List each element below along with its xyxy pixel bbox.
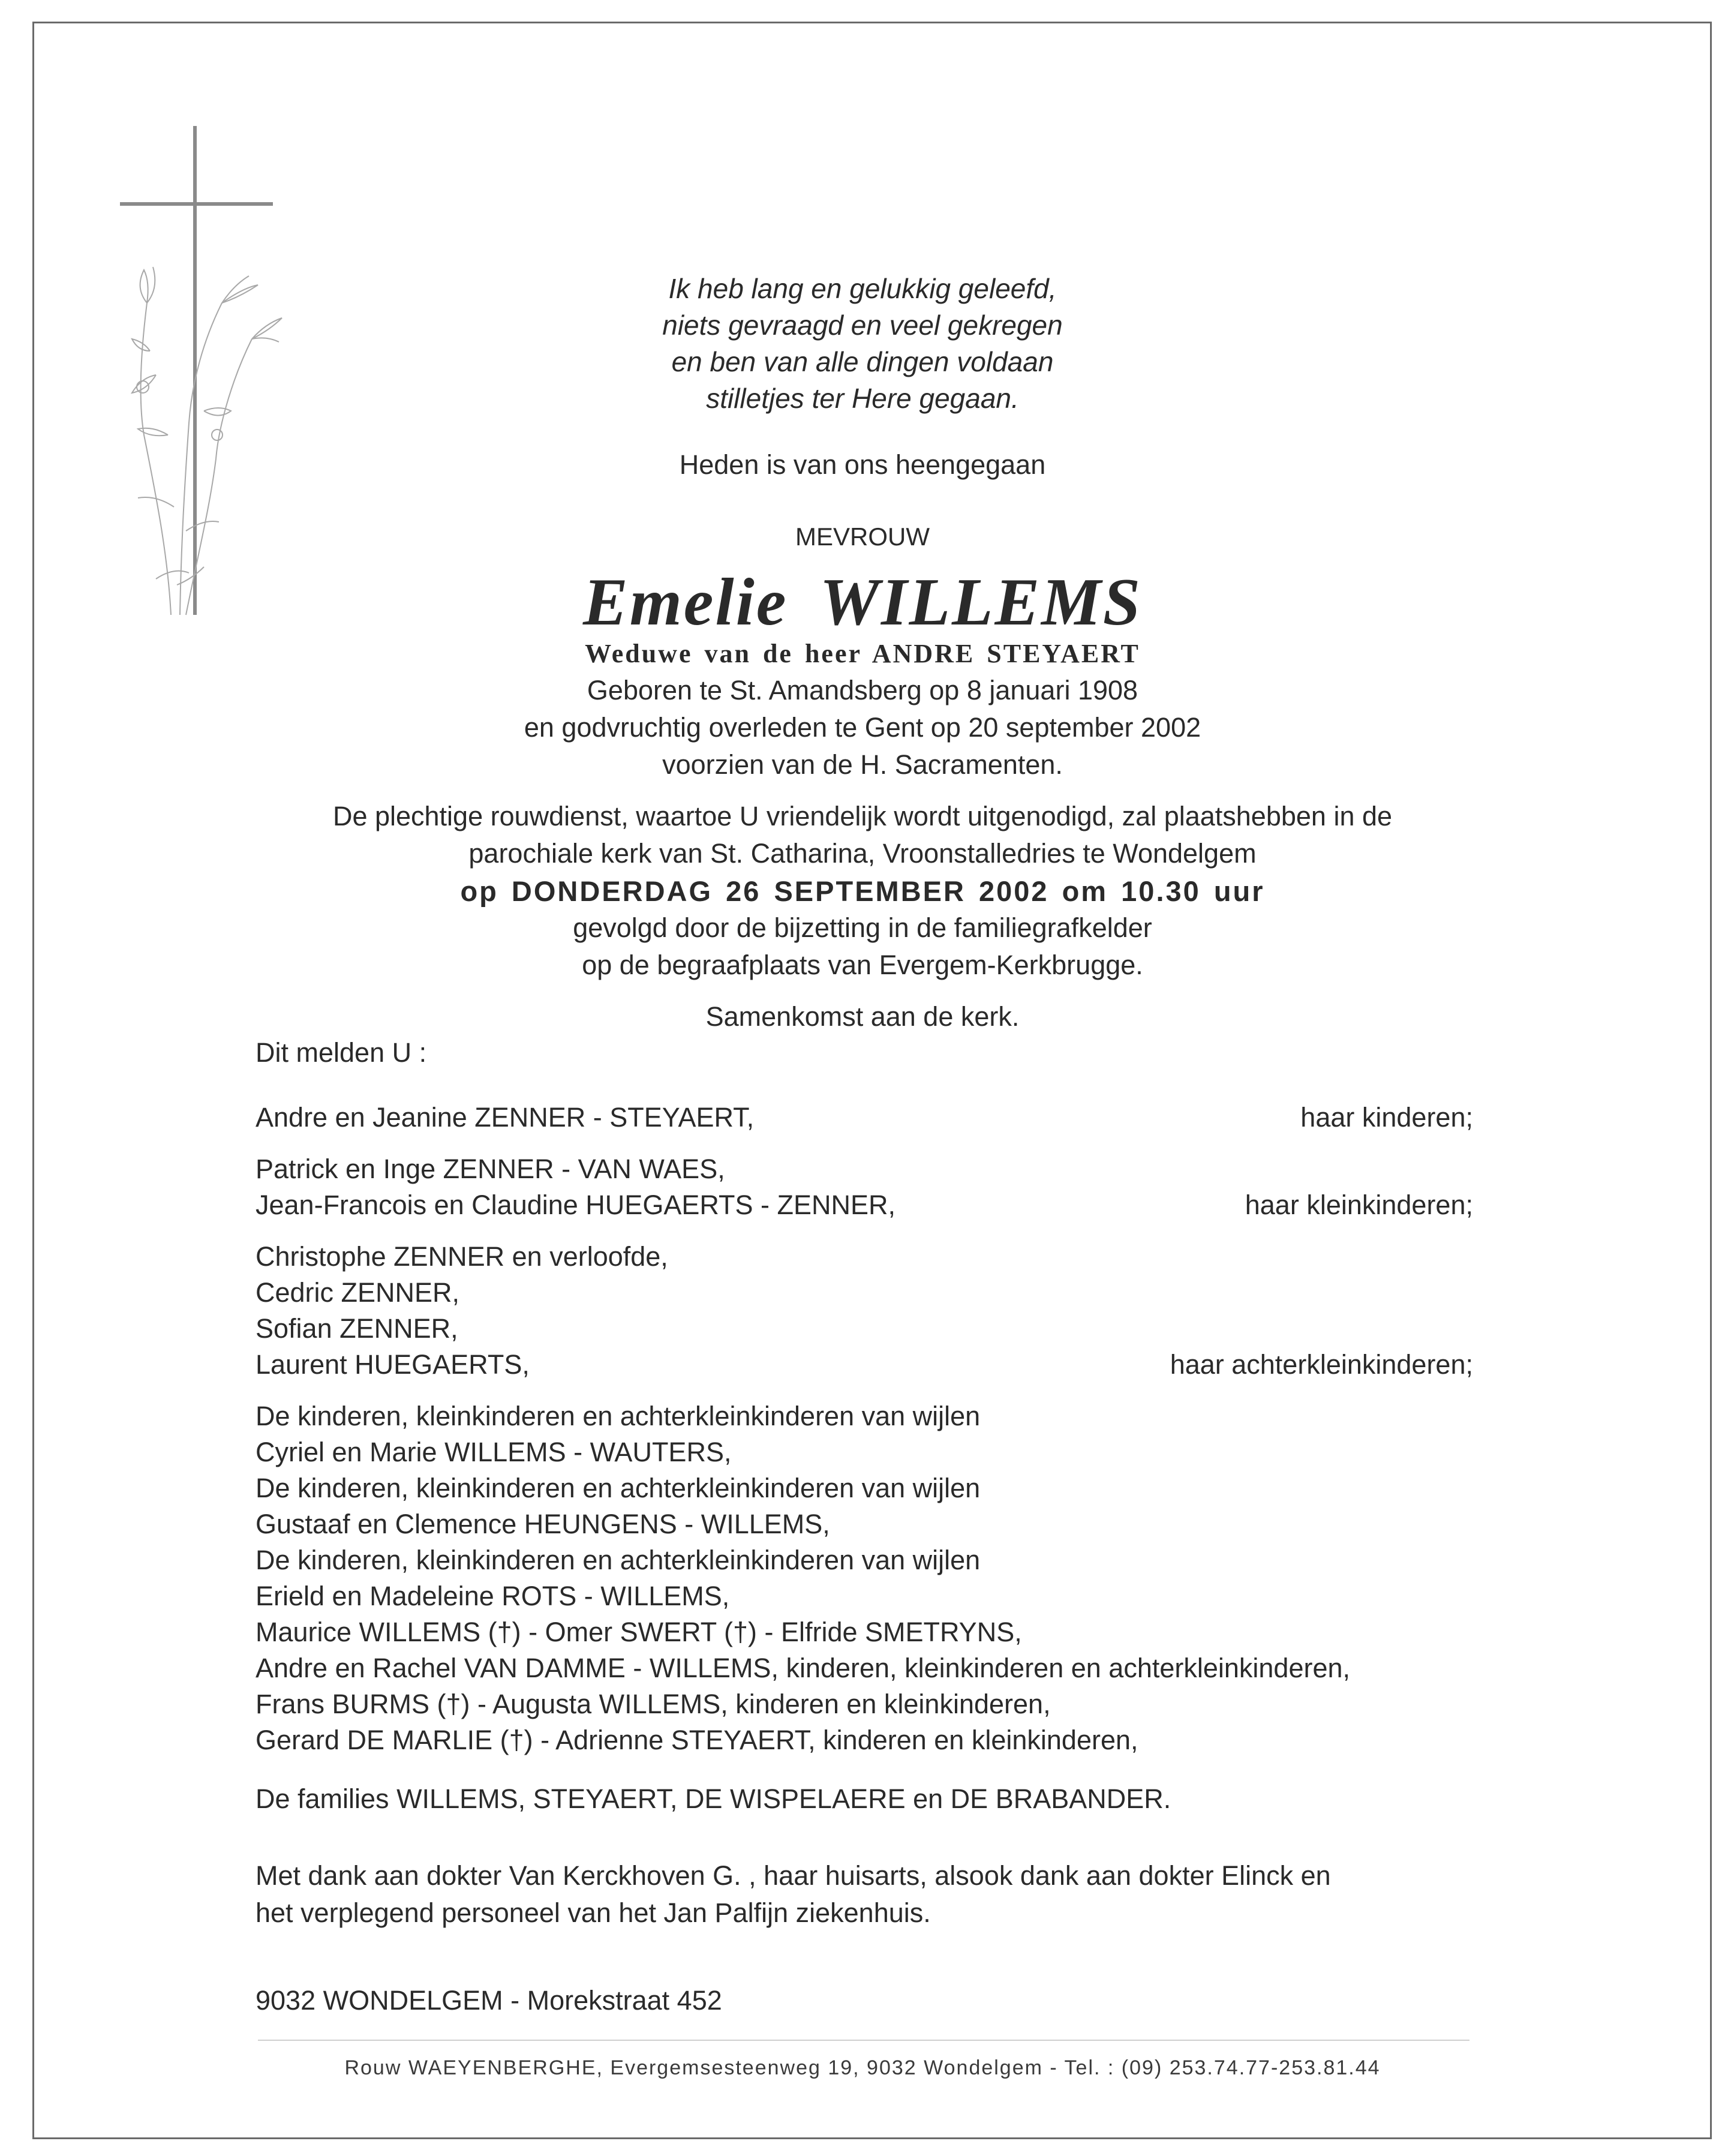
list-item: Gustaaf en Clemence HEUNGENS - WILLEMS, (256, 1509, 830, 1539)
list-item: De kinderen, kleinkinderen en achterkleinkinderen van wijlen (256, 1473, 981, 1503)
footer-divider (258, 2040, 1469, 2041)
list-item: Maurice WILLEMS (†) - Omer SWERT (†) - Elfride SMETRYNS, (256, 1617, 1022, 1647)
service-line-1: De plechtige rouwdienst, waartoe U vriendelijk wordt uitgenodigd, zal plaatshebben in de (332, 801, 1393, 831)
service-date: op DONDERDAG 26 SEPTEMBER 2002 om 10.30 uur (460, 875, 1265, 907)
list-item: Andre en Jeanine ZENNER - STEYAERT, (256, 1102, 755, 1133)
sacraments-line: voorzien van de H. Sacramenten. (662, 749, 1063, 780)
list-item: Christophe ZENNER en verloofde, (256, 1241, 668, 1272)
list-item: Erield en Madeleine ROTS - WILLEMS, (256, 1581, 730, 1611)
service-line-3: gevolgd door de bijzetting in de familiegrafkelder (573, 912, 1152, 943)
honorific-title: MEVROUW (795, 523, 930, 551)
deceased-name: Emelie WILLEMS (582, 565, 1143, 639)
relation-grandchildren: haar kleinkinderen; (1245, 1190, 1473, 1220)
poem-line-3: en ben van alle dingen voldaan (671, 346, 1054, 377)
service-line-2: parochiale kerk van St. Catharina, Vroonstalledries te Wondelgem (468, 838, 1257, 869)
death-line: en godvruchtig overleden te Gent op 20 september 2002 (524, 712, 1201, 743)
list-item: Sofian ZENNER, (256, 1313, 458, 1344)
poem-line-1: Ik heb lang en gelukkig geleefd, (668, 273, 1057, 304)
gathering-line: Samenkomst aan de kerk. (705, 1001, 1020, 1032)
list-item: Cedric ZENNER, (256, 1277, 460, 1308)
funeral-home-footer: Rouw WAEYENBERGHE, Evergemsesteenweg 19, 9032 Wondelgem - Tel. : (09) 253.74.77-253.81.44 (344, 2056, 1381, 2079)
thanks-line-2: het verplegend personeel van het Jan Palfijn ziekenhuis. (256, 1897, 931, 1928)
announcement-intro: Heden is van ons heengegaan (679, 449, 1046, 480)
list-item: Laurent HUEGAERTS, (256, 1349, 530, 1380)
list-item: Andre en Rachel VAN DAMME - WILLEMS, kinderen, kleinkinderen en achterkleinkinderen, (256, 1653, 1351, 1683)
poem-line-4: stilletjes ter Here gegaan. (706, 383, 1019, 414)
address-line: 9032 WONDELGEM - Morekstraat 452 (256, 1985, 722, 2016)
relation-children: haar kinderen; (1300, 1102, 1473, 1133)
service-line-4: op de begraafplaats van Evergem-Kerkbrugge. (582, 950, 1143, 980)
relation-great-grandchildren: haar achterkleinkinderen; (1170, 1349, 1473, 1380)
list-item: Patrick en Inge ZENNER - VAN WAES, (256, 1154, 725, 1184)
list-item: Jean-Francois en Claudine HUEGAERTS - ZENNER, (256, 1190, 896, 1220)
list-item: Frans BURMS (†) - Augusta WILLEMS, kinderen en kleinkinderen, (256, 1689, 1051, 1719)
birth-line: Geboren te St. Amandsberg op 8 januari 1908 (587, 675, 1138, 705)
widow-of: Weduwe van de heer ANDRE STEYAERT (585, 639, 1140, 668)
poem-line-2: niets gevraagd en veel gekregen (662, 310, 1063, 341)
families-line: De families WILLEMS, STEYAERT, DE WISPELAERE en DE BRABANDER. (256, 1783, 1171, 1814)
list-item: Cyriel en Marie WILLEMS - WAUTERS, (256, 1437, 732, 1467)
list-item: Gerard DE MARLIE (†) - Adrienne STEYAERT, kinderen en kleinkinderen, (256, 1725, 1138, 1755)
list-item: De kinderen, kleinkinderen en achterkleinkinderen van wijlen (256, 1545, 981, 1575)
thanks-line-1: Met dank aan dokter Van Kerckhoven G. , haar huisarts, alsook dank aan dokter Elinck en (256, 1860, 1331, 1891)
list-item: De kinderen, kleinkinderen en achterkleinkinderen van wijlen (256, 1401, 981, 1431)
family-intro: Dit melden U : (256, 1037, 427, 1068)
